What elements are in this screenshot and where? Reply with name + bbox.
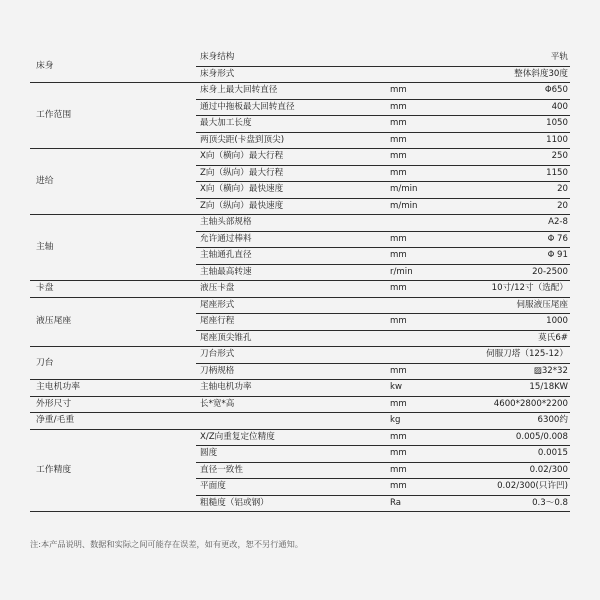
- spec-row: [30, 347, 570, 364]
- spec-item: 尾座行程: [196, 314, 388, 331]
- spec-row: [30, 149, 570, 166]
- spec-value: 1050: [476, 116, 570, 133]
- spec-value: 莫氏6#: [476, 330, 570, 347]
- spec-item: 床身结构: [196, 50, 388, 66]
- spec-item: 刀柄规格: [196, 363, 388, 380]
- spec-row: [30, 281, 570, 298]
- spec-unit: [388, 66, 476, 83]
- spec-value: 20-2500: [476, 264, 570, 281]
- spec-value: 平轨: [476, 50, 570, 66]
- spec-item: 尾座形式: [196, 297, 388, 314]
- spec-unit: mm: [388, 446, 476, 463]
- spec-row: [30, 50, 570, 66]
- category-label: 主轴: [30, 215, 196, 281]
- spec-unit: mm: [388, 149, 476, 166]
- spec-value: Φ 91: [476, 248, 570, 265]
- spec-value: 20: [476, 198, 570, 215]
- spec-value: 1150: [476, 165, 570, 182]
- spec-unit: mm: [388, 116, 476, 133]
- spec-unit: mm: [388, 314, 476, 331]
- spec-unit: m/min: [388, 182, 476, 199]
- spec-item: [196, 413, 388, 430]
- spec-unit: mm: [388, 429, 476, 446]
- spec-unit: [388, 297, 476, 314]
- spec-table: [30, 50, 570, 512]
- spec-item: 粗糙度（铝或钢）: [196, 495, 388, 512]
- spec-unit: kg: [388, 413, 476, 430]
- spec-unit: [388, 215, 476, 232]
- spec-value: 15/18KW: [476, 380, 570, 397]
- spec-item: 床身上最大回转直径: [196, 83, 388, 100]
- category-label: 工作范围: [30, 83, 196, 149]
- spec-value: 1000: [476, 314, 570, 331]
- spec-item: 主轴通孔直径: [196, 248, 388, 265]
- spec-value: 整体斜度30度: [476, 66, 570, 83]
- spec-item: 主轴头部规格: [196, 215, 388, 232]
- spec-value: A2-8: [476, 215, 570, 232]
- spec-item: 尾座顶尖锥孔: [196, 330, 388, 347]
- spec-unit: mm: [388, 479, 476, 496]
- spec-item: 主轴最高转速: [196, 264, 388, 281]
- spec-item: X向（横向）最快速度: [196, 182, 388, 199]
- spec-value: Φ650: [476, 83, 570, 100]
- spec-row: [30, 396, 570, 413]
- spec-row: [30, 215, 570, 232]
- spec-unit: mm: [388, 132, 476, 149]
- spec-unit: kw: [388, 380, 476, 397]
- spec-unit: mm: [388, 165, 476, 182]
- spec-unit: mm: [388, 231, 476, 248]
- category-label: 工作精度: [30, 429, 196, 512]
- spec-row: [30, 297, 570, 314]
- spec-value: 0.3～0.8: [476, 495, 570, 512]
- category-label: 床身: [30, 50, 196, 83]
- spec-value: Φ 76: [476, 231, 570, 248]
- spec-item: 刀台形式: [196, 347, 388, 364]
- spec-unit: mm: [388, 396, 476, 413]
- spec-value: 0.005/0.008: [476, 429, 570, 446]
- spec-item: 两顶尖距(卡盘到顶尖): [196, 132, 388, 149]
- spec-value: 伺服刀塔（125-12）: [476, 347, 570, 364]
- spec-item: 通过中拖板最大回转直径: [196, 99, 388, 116]
- spec-unit: mm: [388, 363, 476, 380]
- spec-item: 主轴电机功率: [196, 380, 388, 397]
- spec-row: [30, 83, 570, 100]
- spec-item: 最大加工长度: [196, 116, 388, 133]
- spec-item: 液压卡盘: [196, 281, 388, 298]
- spec-unit: [388, 330, 476, 347]
- spec-table-body: [30, 50, 570, 512]
- category-label: 液压尾座: [30, 297, 196, 347]
- category-label: 进给: [30, 149, 196, 215]
- spec-item: Z向（纵向）最快速度: [196, 198, 388, 215]
- spec-unit: [388, 50, 476, 66]
- spec-value: 10寸/12寸（选配）: [476, 281, 570, 298]
- spec-unit: mm: [388, 281, 476, 298]
- category-label: 主电机功率: [30, 380, 196, 397]
- spec-unit: [388, 347, 476, 364]
- spec-item: 圆度: [196, 446, 388, 463]
- spec-unit: m/min: [388, 198, 476, 215]
- spec-value: 4600*2800*2200: [476, 396, 570, 413]
- spec-value: 20: [476, 182, 570, 199]
- spec-value: ▨32*32: [476, 363, 570, 380]
- spec-row: [30, 429, 570, 446]
- spec-value: 0.02/300(只许凹): [476, 479, 570, 496]
- spec-item: Z向（纵向）最大行程: [196, 165, 388, 182]
- category-label: 净重/毛重: [30, 413, 196, 430]
- spec-item: 允许通过棒料: [196, 231, 388, 248]
- spec-item: 平面度: [196, 479, 388, 496]
- spec-value: 0.0015: [476, 446, 570, 463]
- category-label: 外形尺寸: [30, 396, 196, 413]
- spec-value: 400: [476, 99, 570, 116]
- spec-item: 直径一致性: [196, 462, 388, 479]
- spec-item: X向（横向）最大行程: [196, 149, 388, 166]
- spec-row: [30, 380, 570, 397]
- category-label: 卡盘: [30, 281, 196, 298]
- spec-value: 0.02/300: [476, 462, 570, 479]
- spec-unit: mm: [388, 248, 476, 265]
- spec-unit: mm: [388, 99, 476, 116]
- spec-item: 长*宽*高: [196, 396, 388, 413]
- spec-value: 1100: [476, 132, 570, 149]
- spec-row: [30, 413, 570, 430]
- spec-item: 床身形式: [196, 66, 388, 83]
- spec-unit: r/min: [388, 264, 476, 281]
- footnote: 注:本产品说明、数据和实际之间可能存在误差，如有更改，恕不另行通知。: [30, 539, 303, 549]
- spec-unit: mm: [388, 83, 476, 100]
- spec-value: 250: [476, 149, 570, 166]
- spec-unit: mm: [388, 462, 476, 479]
- spec-unit: Ra: [388, 495, 476, 512]
- category-label: 刀台: [30, 347, 196, 380]
- spec-item: X/Z向重复定位精度: [196, 429, 388, 446]
- spec-value: 6300约: [476, 413, 570, 430]
- spec-value: 伺服液压尾座: [476, 297, 570, 314]
